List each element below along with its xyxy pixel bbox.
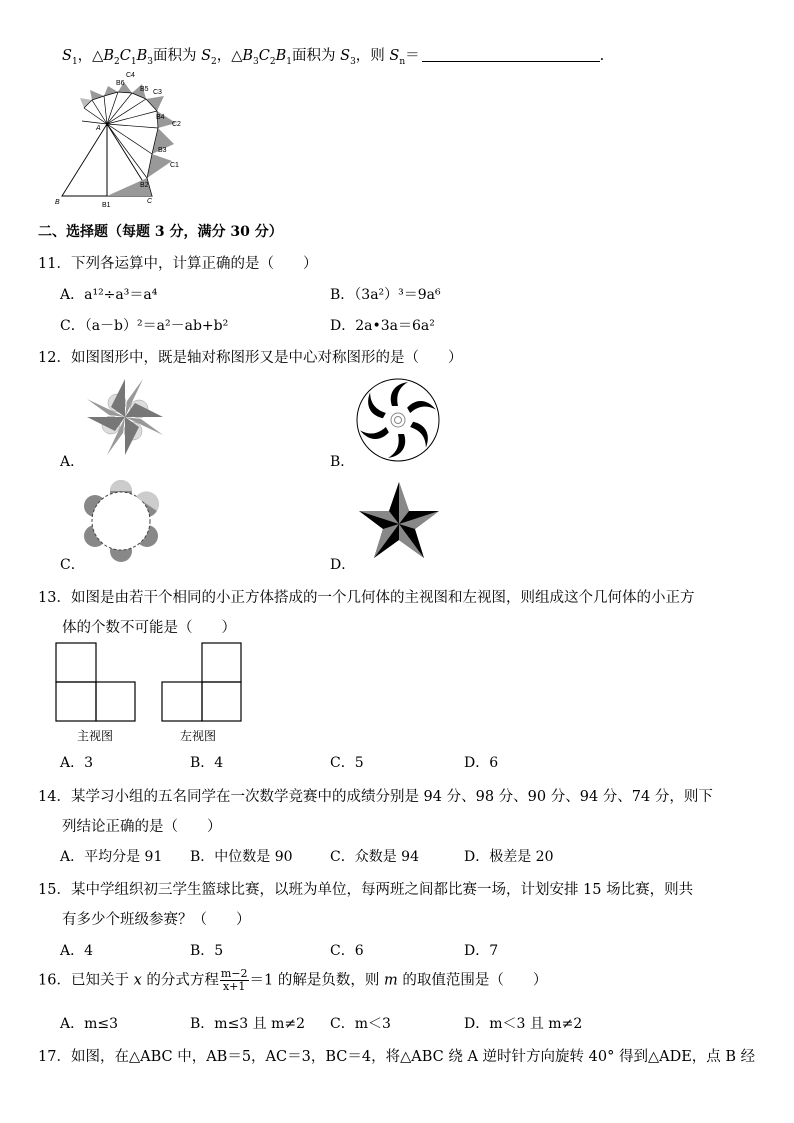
q14-option-a[interactable]: A．平均分是 91	[60, 849, 163, 865]
q11-stem: 11．下列各运算中，计算正确的是（ ）	[38, 256, 318, 272]
q16-option-d[interactable]: D．m＜3 且 m≠2	[464, 1016, 583, 1032]
equation-fraction: $\frac{m-2}{x+1}$	[220, 967, 248, 993]
q13-option-d[interactable]: D．6	[464, 755, 499, 771]
left-view-label: 左视图	[180, 729, 217, 743]
star-figure	[354, 480, 444, 566]
q13-option-a[interactable]: A．3	[60, 755, 94, 771]
q14-option-b[interactable]: B．中位数是 90	[190, 849, 293, 865]
flower-circle-figure	[80, 480, 162, 562]
label-c3: C3	[153, 89, 162, 96]
q17-stem: 17．如图，在△ABC 中，AB＝5，AC＝3，BC＝4，将△ABC 绕 A 逆时针方向旋转 40° 得到△ADE，点 B 经	[38, 1049, 756, 1065]
q11-option-c[interactable]: C．（a－b）²＝a²－ab+b²	[60, 318, 229, 334]
q14-stem-line1: 14．某学习小组的五名同学在一次数学竞赛中的成绩分别是 94 分、98 分、90 分、94 分、74 分，则下	[38, 789, 713, 805]
q16-stem: 16．已知关于 x 的分式方程 $\frac{m-2}{x+1}$ ＝1 的解是负数，则 m 的取值范围是（ ）	[38, 967, 548, 993]
q15-option-b[interactable]: B．5	[190, 943, 224, 959]
q12-stem: 12．如图图形中，既是轴对称图形又是中心对称图形的是（ ）	[38, 350, 463, 366]
left-view-figure	[161, 642, 243, 722]
q15-stem-line2: 有多少个班级参赛？（ ）	[62, 912, 251, 928]
label-c: C	[147, 198, 153, 205]
q13-option-b[interactable]: B．4	[190, 755, 224, 771]
q14-option-d[interactable]: D．极差是 20	[464, 849, 554, 865]
label-c1: C1	[170, 162, 179, 169]
label-b1: B1	[102, 202, 111, 209]
spiral-triangle-figure	[52, 66, 202, 211]
pinwheel-figure	[80, 374, 170, 464]
q15-option-a[interactable]: A．4	[60, 943, 94, 959]
q16-option-a[interactable]: A．m≤3	[60, 1016, 119, 1032]
label-a: A	[96, 125, 101, 132]
label-b4: B4	[156, 114, 165, 121]
section-title: 二、选择题（每题 3 分，满分 30 分）	[38, 224, 283, 240]
q13-stem-line1: 13．如图是由若干个相同的小正方体搭成的一个几何体的主视图和左视图，则组成这个几何体的小正方	[38, 590, 695, 606]
q12-option-c[interactable]: C．	[60, 557, 85, 573]
q12-option-a[interactable]: A．	[60, 454, 85, 470]
label-b2: B2	[140, 182, 149, 189]
q15-option-d[interactable]: D．7	[464, 943, 499, 959]
answer-blank[interactable]	[422, 47, 600, 62]
top-line: $S_1$，$\triangle B_2C_1B_3$面积为 $S_2$，$\triangle B_3C_2B_1$面积为 $S_3$，则 $S_n=$ .	[62, 48, 605, 67]
label-b6: B6	[116, 80, 125, 87]
label-c2: C2	[172, 121, 181, 128]
label-b3: B3	[158, 147, 167, 154]
q13-stem-line2: 体的个数不可能是（ ）	[62, 620, 236, 636]
q16-option-c[interactable]: C．m＜3	[330, 1016, 391, 1032]
label-b5: B5	[140, 86, 149, 93]
q15-stem-line1: 15．某中学组织初三学生篮球比赛，以班为单位，每两班之间都比赛一场，计划安排 15 场比赛，则共	[38, 882, 694, 898]
q14-option-c[interactable]: C．众数是 94	[330, 849, 419, 865]
q11-option-d[interactable]: D．2a•3a＝6a²	[330, 318, 435, 334]
front-view-figure	[55, 642, 137, 722]
q11-option-b[interactable]: B．（3a²）³＝9a⁶	[330, 287, 441, 303]
q15-option-c[interactable]: C．6	[330, 943, 364, 959]
front-view-label: 主视图	[77, 729, 114, 743]
q12-option-d[interactable]: D．	[330, 557, 356, 573]
label-c4: C4	[126, 72, 135, 79]
q16-option-b[interactable]: B．m≤3 且 m≠2	[190, 1016, 306, 1032]
q13-option-c[interactable]: C．5	[330, 755, 364, 771]
swirl-circle-figure	[354, 376, 442, 464]
q14-stem-line2: 列结论正确的是（ ）	[62, 819, 222, 835]
q11-option-a[interactable]: A．a¹²÷a³＝a⁴	[60, 287, 158, 303]
label-b: B	[55, 199, 60, 206]
q12-option-b[interactable]: B．	[330, 454, 355, 470]
